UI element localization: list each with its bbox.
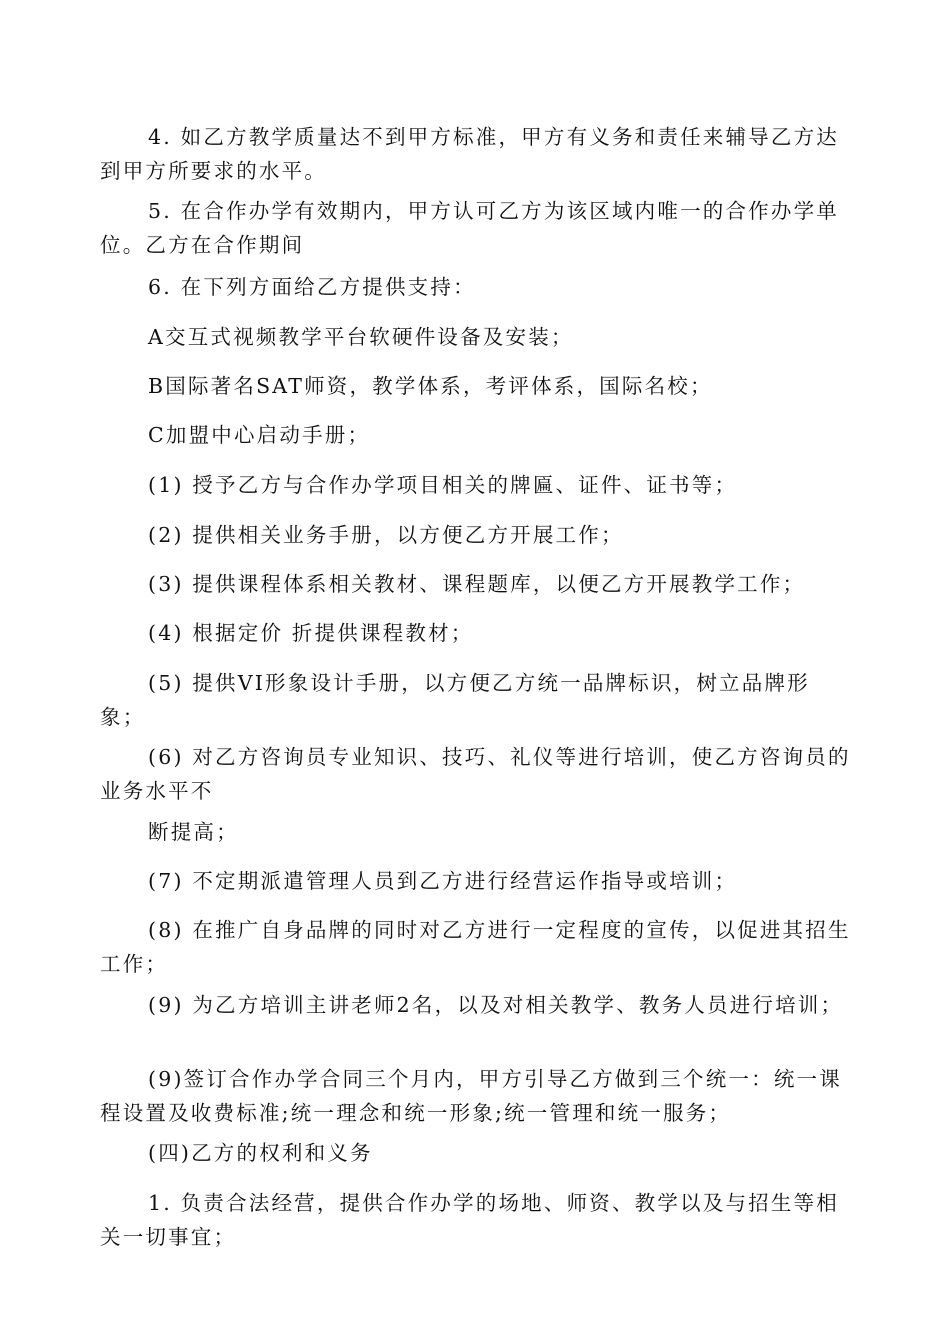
paragraph-4: 4. 如乙方教学质量达不到甲方标准，甲方有义务和责任来辅导乙方达到甲方所要求的水平。: [100, 125, 839, 183]
item-3: (3) 提供课程体系相关教材、课程题库，以便乙方开展教学工作；: [148, 572, 806, 596]
item-7: (7) 不定期派遣管理人员到乙方进行经营运作指导或培训；: [148, 869, 738, 893]
item-5: (5) 提供VI形象设计手册，以方便乙方统一品牌标识，树立品牌形象；: [100, 671, 810, 729]
item-8: (8) 在推广自身品牌的同时对乙方进行一定程度的宣传，以促进其招生工作；: [100, 918, 851, 976]
item-6: (6) 对乙方咨询员专业知识、技巧、礼仪等进行培训，使乙方咨询员的业务水平不: [100, 745, 851, 803]
item-6-continued: 断提高；: [148, 820, 239, 844]
item-a: A交互式视频教学平台软硬件设备及安装；: [148, 325, 574, 349]
section-heading-4: (四)乙方的权利和义务: [148, 1141, 373, 1165]
item-9: (9) 为乙方培训主讲老师2名，以及对相关教学、教务人员进行培训；: [148, 993, 844, 1017]
item-c: C加盟中心启动手册；: [148, 423, 371, 447]
item-2: (2) 提供相关业务手册，以方便乙方开展工作；: [148, 523, 624, 547]
obligation-1: 1. 负责合法经营，提供合作办学的场地、师资、教学以及与招生等相关一切事宜；: [100, 1191, 839, 1249]
item-4: (4) 根据定价 折提供课程教材；: [148, 621, 474, 645]
paragraph-6: 6. 在下列方面给乙方提供支持：: [148, 275, 476, 299]
paragraph-5: 5. 在合作办学有效期内，甲方认可乙方为该区域内唯一的合作办学单位。乙方在合作期间: [100, 199, 839, 257]
item-1: (1) 授予乙方与合作办学项目相关的牌匾、证件、证书等；: [148, 473, 738, 497]
item-b: B国际著名SAT师资，教学体系，考评体系，国际名校；: [148, 374, 713, 398]
item-9-second: (9)签订合作办学合同三个月内，甲方引导乙方做到三个统一：统一课程设置及收费标准;统一理念和统一形象;统一管理和统一服务；: [100, 1067, 842, 1125]
